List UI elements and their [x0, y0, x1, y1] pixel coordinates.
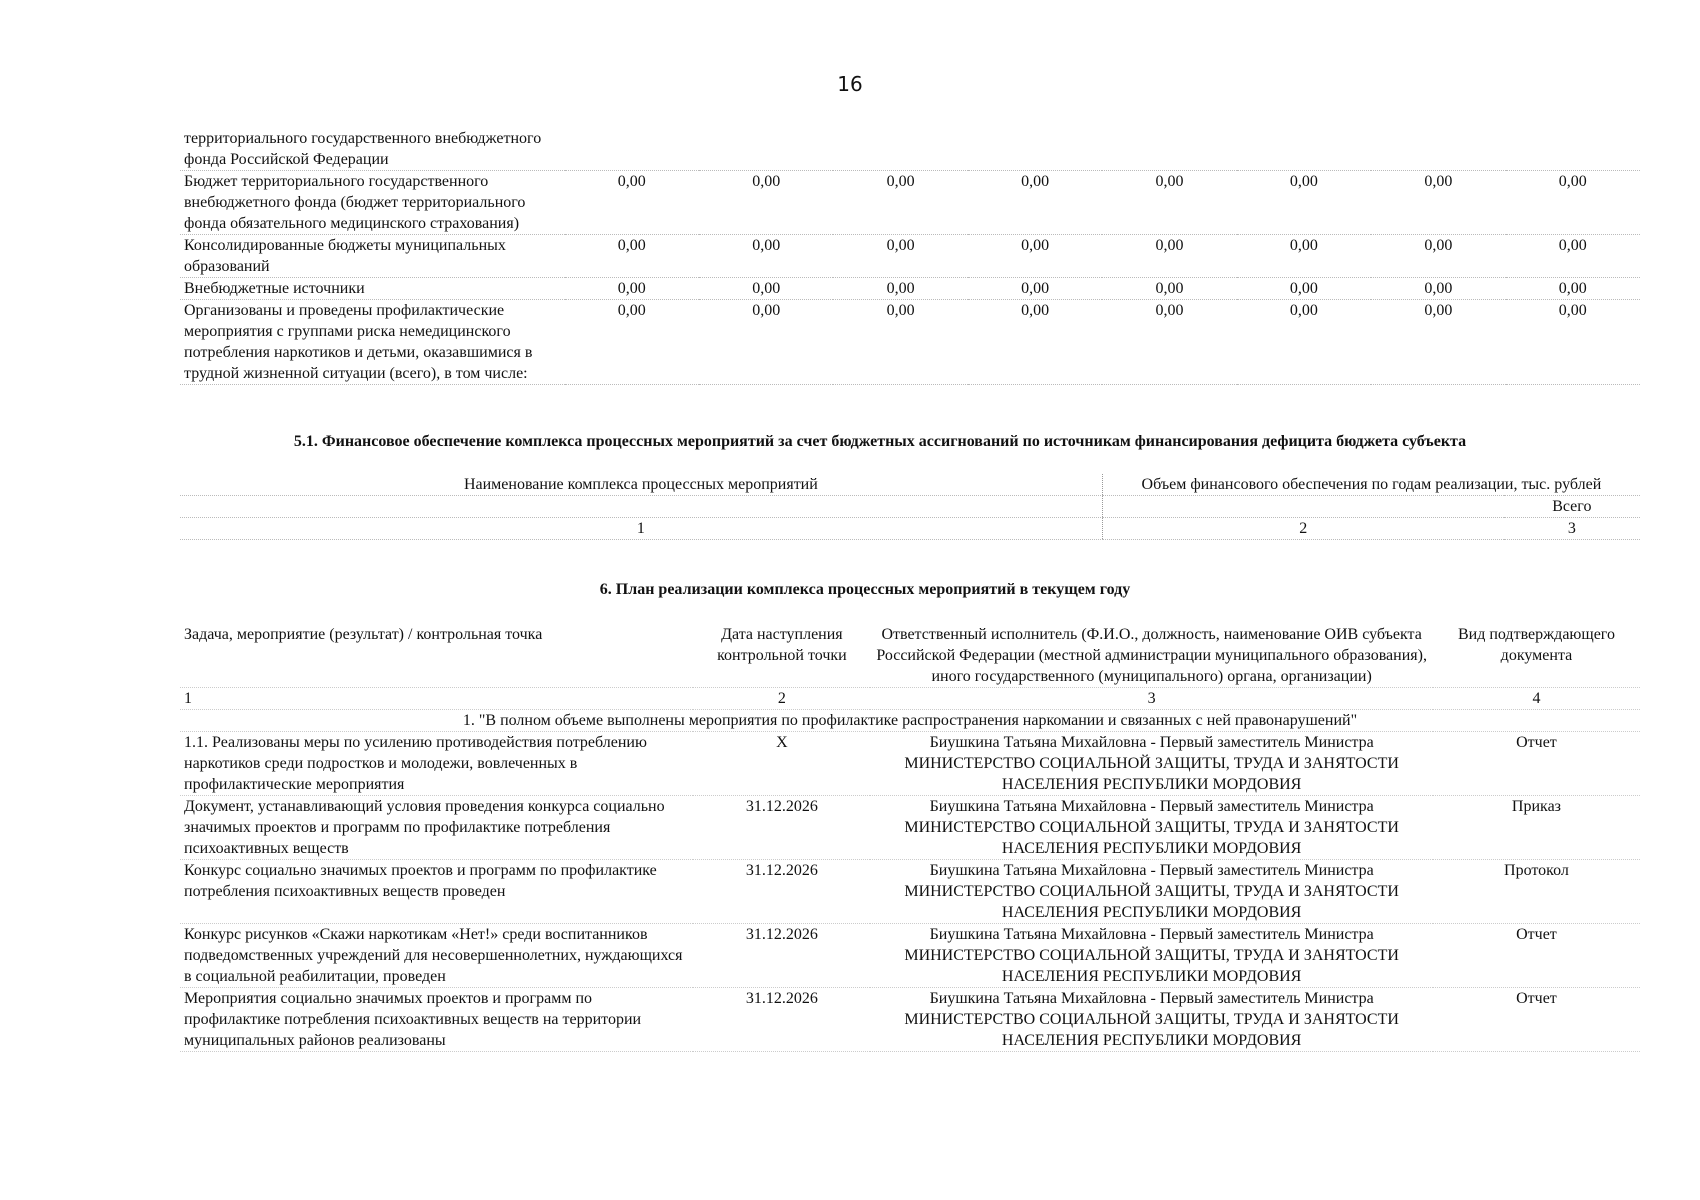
plan-row [180, 732, 1640, 796]
financing-row-value: 0,00 [1506, 235, 1640, 278]
plan-colnum-2: 2 [693, 688, 870, 710]
plan-row-executor: Биушкина Татьяна Михайловна - Первый заместитель Министра МИНИСТЕРСТВО СОЦИАЛЬНОЙ ЗАЩИТЫ, ТРУДА И ЗАНЯТОСТИ НАСЕЛЕНИЯ РЕСПУБЛИКИ МОРДОВИЯ [870, 860, 1433, 924]
plan-row-executor: Биушкина Татьяна Михайловна - Первый заместитель Министра МИНИСТЕРСТВО СОЦИАЛЬНОЙ ЗАЩИТЫ, ТРУДА И ЗАНЯТОСТИ НАСЕЛЕНИЯ РЕСПУБЛИКИ МОРДОВИЯ [870, 732, 1433, 796]
page-number: 16 [837, 72, 863, 96]
financing-row [180, 171, 1640, 235]
plan-row [180, 796, 1640, 860]
plan-row-doc: Протокол [1433, 860, 1640, 924]
financing-row-value: 0,00 [1237, 300, 1371, 385]
financing-row-value: 0,00 [833, 278, 967, 300]
plan-group-title: 1. "В полном объеме выполнены мероприятия по профилактике распространения наркомании и связанных с ней правонарушений" [180, 710, 1640, 732]
plan-header-doc: Вид подтверждающего документа [1433, 624, 1640, 688]
plan-colnum-4: 4 [1433, 688, 1640, 710]
financing-row-value: 0,00 [1237, 171, 1371, 235]
plan-header-row [180, 624, 1640, 688]
financing-row-value [1371, 128, 1505, 171]
plan-table [180, 624, 1640, 1052]
financing-row-value: 0,00 [1506, 278, 1640, 300]
financing-row-value: 0,00 [1102, 300, 1236, 385]
financing-row-value [565, 128, 699, 171]
plan-number-row [180, 688, 1640, 710]
financing-row-value: 0,00 [833, 171, 967, 235]
financing-row-value: 0,00 [968, 235, 1102, 278]
plan-row-doc: Отчет [1433, 924, 1640, 988]
financing-row-value: 0,00 [1506, 171, 1640, 235]
financing-row-value: 0,00 [833, 235, 967, 278]
plan-table-body [180, 732, 1640, 1052]
plan-row-task: Конкурс рисунков «Скажи наркотикам «Нет!» среди воспитанников подведомственных учреждений для несовершеннолетних, нуждающихся в социальной реабилитации, проведен [180, 924, 693, 988]
plan-colnum-3: 3 [870, 688, 1433, 710]
section-6-title: 6. План реализации комплекса процессных мероприятий в текущем году [599, 581, 1131, 598]
plan-header-task: Задача, мероприятие (результат) / контрольная точка [180, 624, 693, 688]
financing-row [180, 235, 1640, 278]
s51-empty-cell [1102, 496, 1503, 518]
financing-row [180, 128, 1640, 171]
s51-empty-cell [180, 496, 1102, 518]
financing-table-body [180, 128, 1640, 385]
financing-row-value: 0,00 [1371, 235, 1505, 278]
financing-row-value: 0,00 [1371, 300, 1505, 385]
financing-row-value: 0,00 [699, 278, 833, 300]
section-5-1-subheader-row [180, 496, 1640, 518]
plan-row-date: 31.12.2026 [693, 924, 870, 988]
financing-row-value: 0,00 [833, 300, 967, 385]
financing-row-value: 0,00 [565, 171, 699, 235]
plan-row-task: Конкурс социально значимых проектов и программ по профилактике потребления психоактивных веществ проведен [180, 860, 693, 924]
s51-col3-header: Всего [1504, 496, 1640, 518]
plan-row-task: Документ, устанавливающий условия проведения конкурса социально значимых проектов и программ по профилактике потребления психоактивных веществ [180, 796, 693, 860]
financing-row-value: 0,00 [565, 300, 699, 385]
plan-header-executor: Ответственный исполнитель (Ф.И.О., должность, наименование ОИВ субъекта Российской Федерации (местной администрации муниципального образования), иного государственного (муниципального) органа, организации) [870, 624, 1433, 688]
financing-row-value: 0,00 [699, 300, 833, 385]
financing-row-value [1506, 128, 1640, 171]
plan-row-doc: Приказ [1433, 796, 1640, 860]
plan-row-date: 31.12.2026 [693, 860, 870, 924]
plan-row-doc: Отчет [1433, 732, 1640, 796]
financing-row-value: 0,00 [1506, 300, 1640, 385]
plan-row-executor: Биушкина Татьяна Михайловна - Первый заместитель Министра МИНИСТЕРСТВО СОЦИАЛЬНОЙ ЗАЩИТЫ, ТРУДА И ЗАНЯТОСТИ НАСЕЛЕНИЯ РЕСПУБЛИКИ МОРДОВИЯ [870, 988, 1433, 1052]
financing-row-value [699, 128, 833, 171]
financing-row [180, 278, 1640, 300]
financing-row-value: 0,00 [1371, 171, 1505, 235]
financing-row-name: Организованы и проведены профилактические мероприятия с группами риска немедицинского потребления наркотиков и детьми, оказавшимися в трудной жизненной ситуации (всего), в том числе: [180, 300, 565, 385]
financing-row-value [1102, 128, 1236, 171]
section-5-1-header-row [180, 474, 1640, 496]
financing-row-name: территориального государственного внебюджетного фонда Российской Федерации [180, 128, 565, 171]
plan-row-doc: Отчет [1433, 988, 1640, 1052]
financing-row-value [833, 128, 967, 171]
section-5-1-title: 5.1. Финансовое обеспечение комплекса процессных мероприятий за счет бюджетных ассигнований по источникам финансирования дефицита бюджета субъекта [293, 433, 1467, 450]
financing-row-value: 0,00 [565, 278, 699, 300]
s51-colnum-1: 1 [180, 518, 1102, 540]
financing-row-name: Бюджет территориального государственного внебюджетного фонда (бюджет территориального фонда обязательного медицинского страхования) [180, 171, 565, 235]
plan-row [180, 988, 1640, 1052]
financing-table [180, 128, 1640, 385]
financing-row-value: 0,00 [1237, 235, 1371, 278]
plan-row [180, 924, 1640, 988]
financing-row-value: 0,00 [1237, 278, 1371, 300]
financing-row-value: 0,00 [1102, 171, 1236, 235]
plan-row-task: 1.1. Реализованы меры по усилению противодействия потреблению наркотиков среди подростков и молодежи, вовлеченных в профилактические мероприятия [180, 732, 693, 796]
financing-row-value: 0,00 [1102, 235, 1236, 278]
s51-colnum-2: 2 [1102, 518, 1503, 540]
plan-group-row [180, 710, 1640, 732]
plan-row [180, 860, 1640, 924]
financing-row [180, 300, 1640, 385]
financing-row-value: 0,00 [968, 278, 1102, 300]
financing-row-value [1237, 128, 1371, 171]
financing-row-value: 0,00 [1102, 278, 1236, 300]
financing-row-value: 0,00 [699, 235, 833, 278]
financing-row-value: 0,00 [565, 235, 699, 278]
section-5-1-table [180, 474, 1640, 540]
plan-row-executor: Биушкина Татьяна Михайловна - Первый заместитель Министра МИНИСТЕРСТВО СОЦИАЛЬНОЙ ЗАЩИТЫ, ТРУДА И ЗАНЯТОСТИ НАСЕЛЕНИЯ РЕСПУБЛИКИ МОРДОВИЯ [870, 924, 1433, 988]
plan-row-executor: Биушкина Татьяна Михайловна - Первый заместитель Министра МИНИСТЕРСТВО СОЦИАЛЬНОЙ ЗАЩИТЫ, ТРУДА И ЗАНЯТОСТИ НАСЕЛЕНИЯ РЕСПУБЛИКИ МОРДОВИЯ [870, 796, 1433, 860]
financing-row-name: Внебюджетные источники [180, 278, 565, 300]
s51-col2-header: Объем финансового обеспечения по годам реализации, тыс. рублей [1102, 474, 1640, 496]
s51-colnum-3: 3 [1504, 518, 1640, 540]
financing-row-value: 0,00 [968, 171, 1102, 235]
financing-row-name: Консолидированные бюджеты муниципальных образований [180, 235, 565, 278]
section-5-1-number-row [180, 518, 1640, 540]
financing-row-value: 0,00 [699, 171, 833, 235]
plan-header-date: Дата наступления контрольной точки [693, 624, 870, 688]
financing-row-value: 0,00 [968, 300, 1102, 385]
plan-row-date: 31.12.2026 [693, 988, 870, 1052]
plan-row-date: X [693, 732, 870, 796]
s51-col1-header: Наименование комплекса процессных мероприятий [180, 474, 1102, 496]
financing-row-value [968, 128, 1102, 171]
plan-colnum-1: 1 [180, 688, 693, 710]
plan-row-task: Мероприятия социально значимых проектов и программ по профилактике потребления психоактивных веществ на территории муниципальных районов реализованы [180, 988, 693, 1052]
plan-row-date: 31.12.2026 [693, 796, 870, 860]
financing-row-value: 0,00 [1371, 278, 1505, 300]
